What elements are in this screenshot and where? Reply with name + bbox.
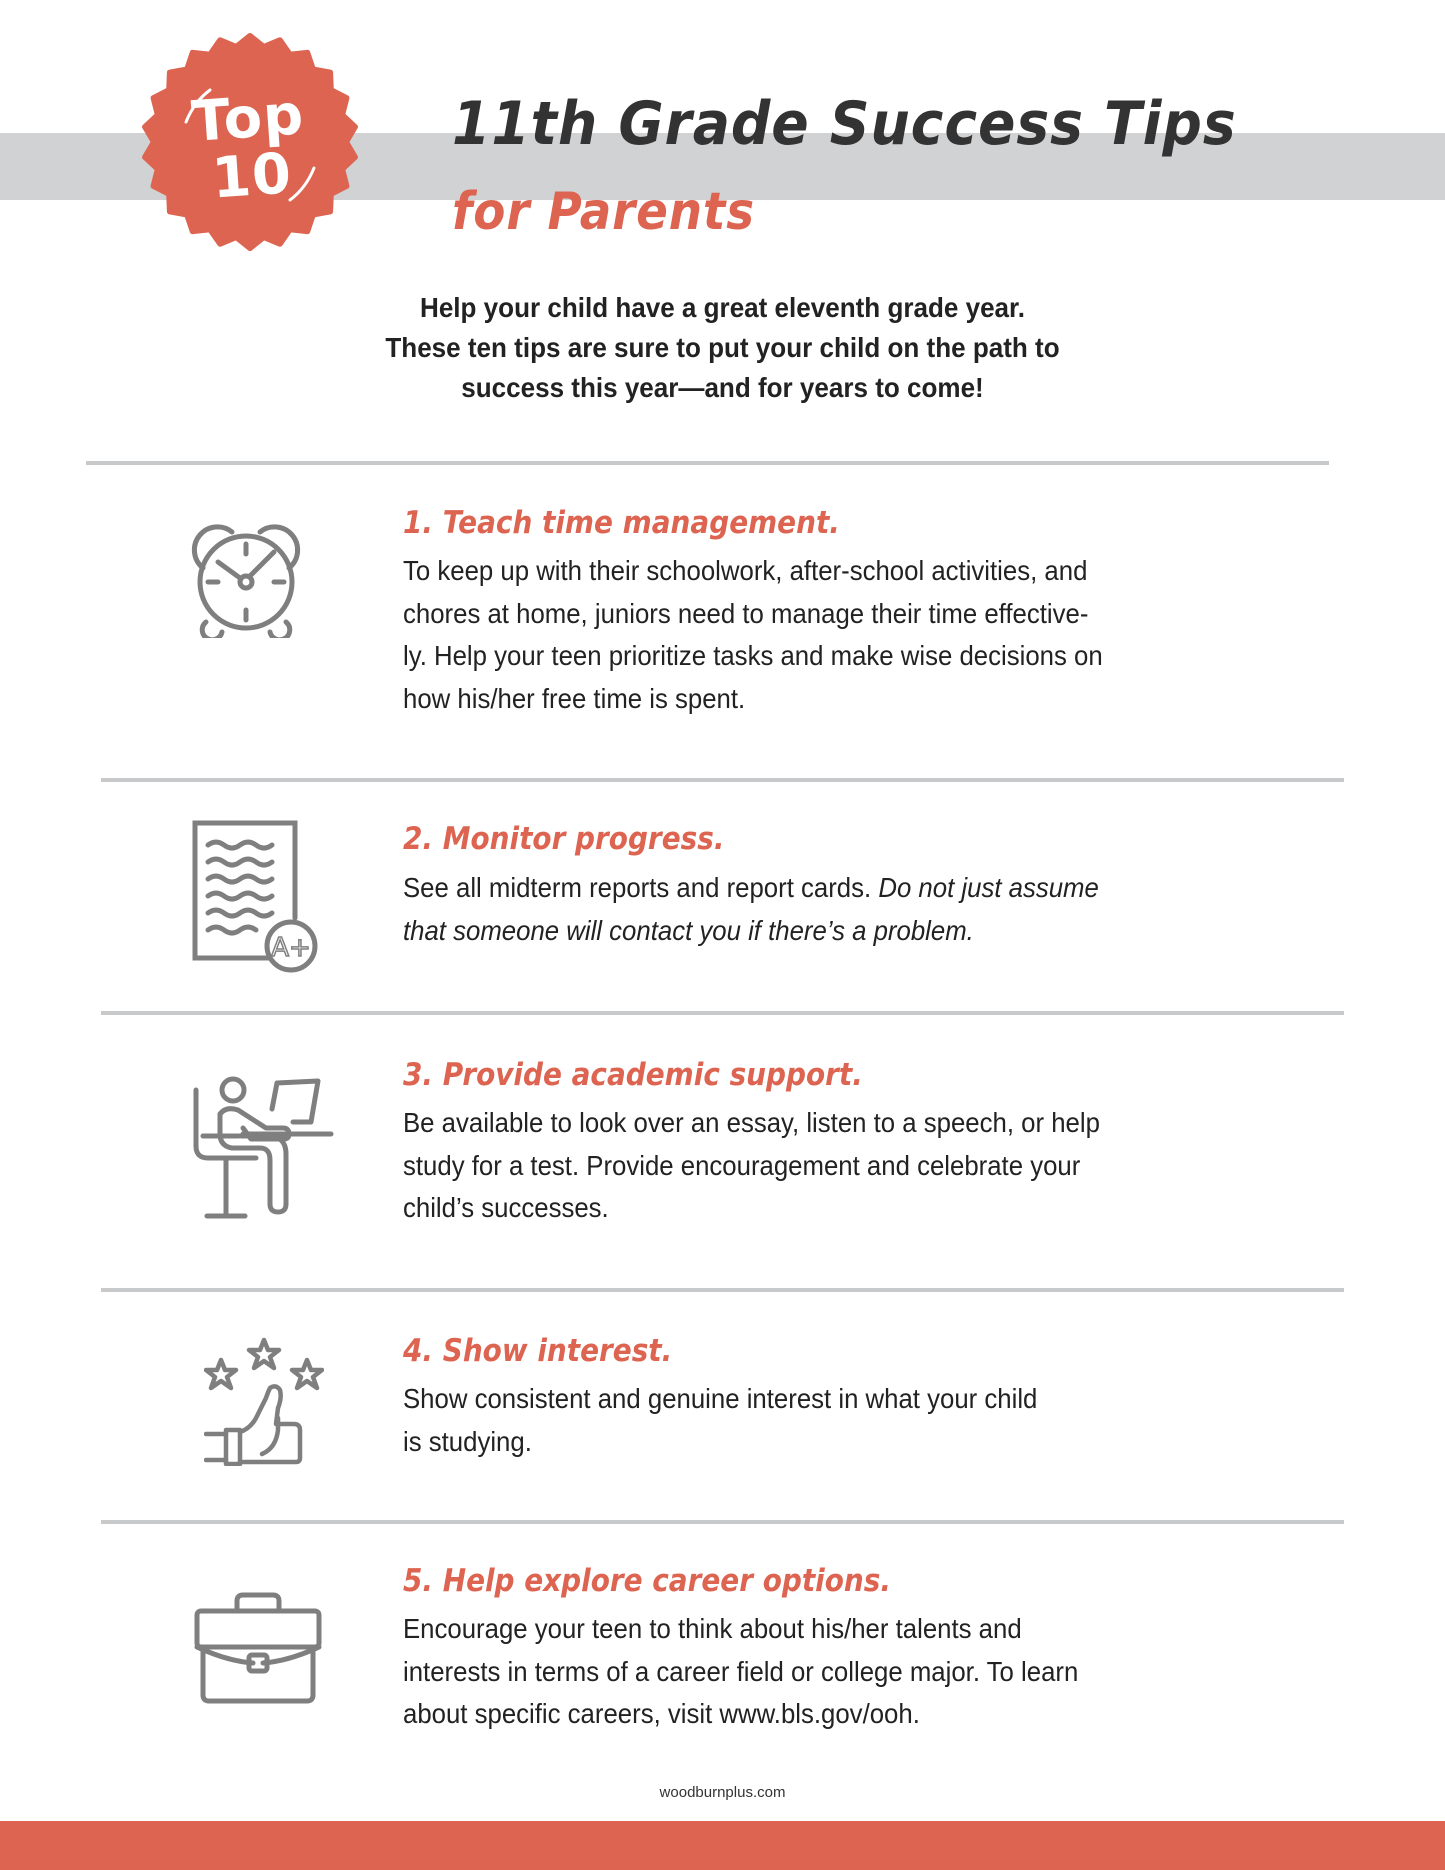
badge-line-10: 10 [209, 141, 295, 212]
divider [101, 1288, 1344, 1292]
alarm-clock-icon [180, 518, 312, 638]
tip-body-line: Be available to look over an essay, listen to a speech, or help [403, 1107, 1100, 1138]
intro-line: Help your child have a great eleventh grade year. [420, 292, 1025, 323]
page-title: 11th Grade Success Tips [452, 89, 1237, 159]
tip-heading: 4. Show interest. [403, 1333, 673, 1369]
tip-body-line: is studying. [403, 1425, 532, 1457]
tip-heading: 2. Monitor progress. [403, 821, 725, 857]
tip-body [403, 867, 1213, 952]
tip-body-line: how his/her free time is spent. [403, 682, 746, 714]
svg-text:A+: A+ [271, 933, 311, 963]
tip-body-line: Show consistent and genuine interest in what your child [403, 1383, 1038, 1414]
footer-bar [0, 1821, 1445, 1870]
divider [101, 778, 1344, 782]
tip-body-line: Encourage your teen to think about his/her talents and [403, 1613, 1022, 1644]
report-card-icon [190, 818, 325, 974]
tip-heading: 3. Provide academic support. [403, 1057, 863, 1093]
tip-body-line: about specific careers, visit www.bls.gov/ooh. [403, 1698, 920, 1729]
footer-website: woodburnplus.com [659, 1784, 786, 1801]
tip-body-line: ly. Help your teen prioritize tasks and make wise decisions on [403, 640, 1103, 671]
page-subtitle: for Parents [452, 182, 756, 242]
tip-body [403, 550, 1213, 720]
tip-body-emphasis: Do not just assume [878, 872, 1099, 903]
divider [101, 1520, 1344, 1524]
tip-body-line: interests in terms of a career field or college major. To learn [403, 1655, 1079, 1687]
tip-body-line: chores at home, juniors need to manage their time effective- [403, 597, 1089, 629]
badge-text [136, 82, 364, 213]
thumbs-up-stars-icon [204, 1336, 324, 1466]
tip-body-text: See all midterm reports and report cards. [403, 872, 879, 903]
tip-body-line: study for a test. Provide encouragement and celebrate your [403, 1149, 1081, 1181]
tip-body-line [403, 867, 1213, 910]
tip-body [403, 1102, 1213, 1230]
tip-body-line: To keep up with their schoolwork, after-school activities, and [403, 555, 1088, 586]
badge-line-top: Top [189, 82, 307, 155]
tip-heading: 5. Help explore career options. [403, 1563, 891, 1599]
tip-heading: 1. Teach time management. [403, 505, 840, 541]
intro-line: success this year—and for years to come! [461, 372, 984, 403]
briefcase-icon [193, 1591, 323, 1705]
divider [101, 1011, 1344, 1015]
tip-body [403, 1378, 1213, 1463]
student-at-desk-icon [193, 1076, 335, 1224]
intro-line: These ten tips are sure to put your child on the path to [385, 332, 1060, 363]
tip-body-emphasis: that someone will contact you if there’s a problem. [403, 914, 974, 946]
intro-paragraph [0, 288, 1445, 408]
tip-body-line: child’s successes. [403, 1192, 609, 1223]
top-10-badge [140, 32, 360, 252]
tip-body [403, 1608, 1213, 1736]
divider [86, 461, 1329, 465]
tip-body-line [403, 910, 1213, 953]
